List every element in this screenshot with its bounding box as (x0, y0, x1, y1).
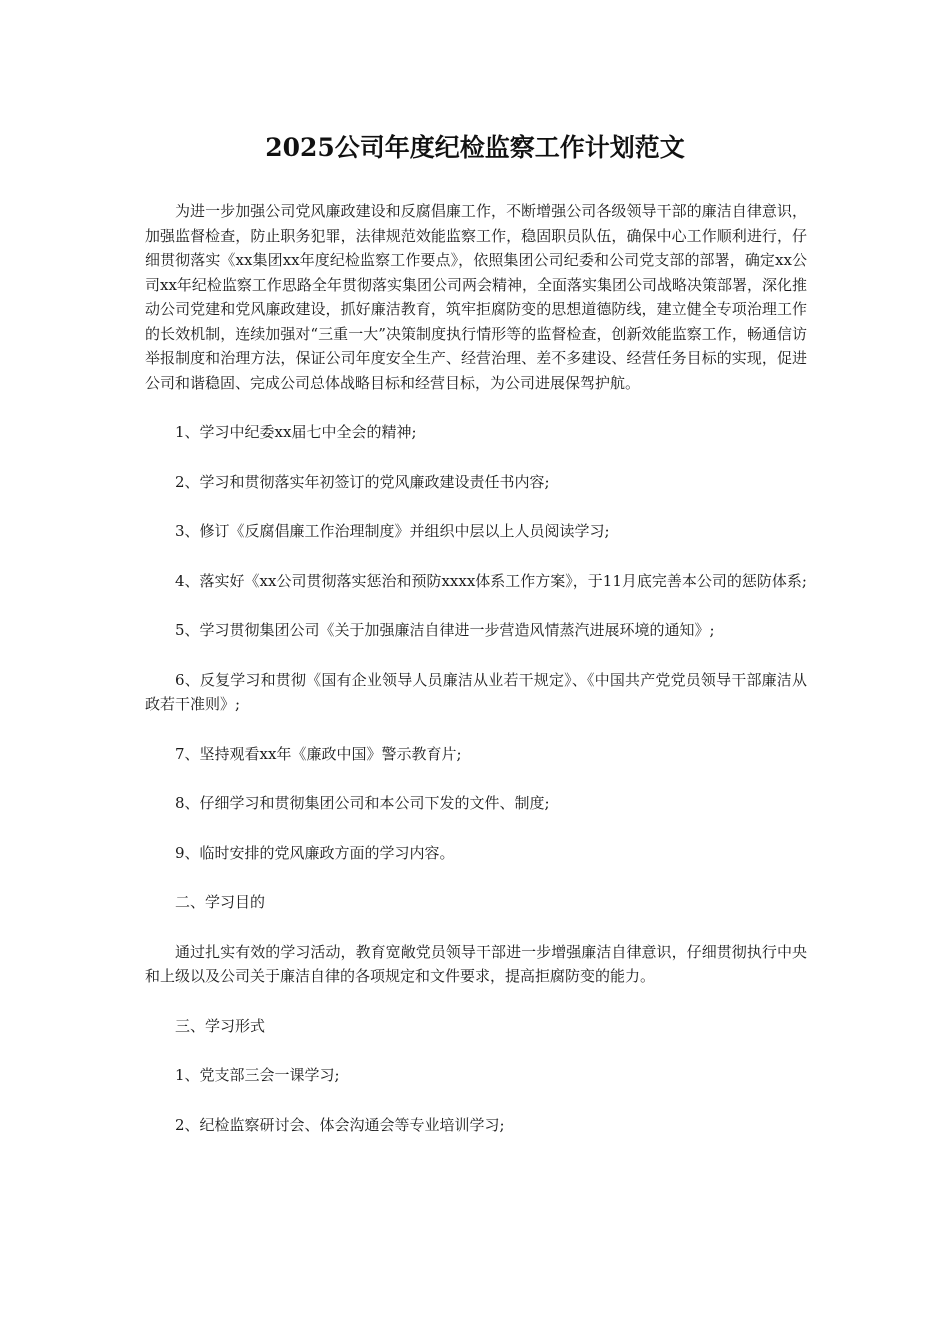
form-item-1: 1、党支部三会一课学习; (175, 1066, 340, 1084)
study-item-8: 8、仔细学习和贯彻集团公司和本公司下发的文件、制度; (175, 794, 550, 812)
form-item-2: 2、纪检监察研讨会、体会沟通会等专业培训学习; (175, 1115, 505, 1134)
intro-paragraph: 为进一步加强公司党风廉政建设和反腐倡廉工作，不断增强公司各级领导干部的廉洁自律意识，加强监督检查，防止职务犯罪，法律规范效能监察工作，稳固职员队伍，确保中心工作顺利进行，仔细贯彻落实《xx集团xx年度纪检监察工作要点》，依照集团公司纪委和公司党支部的部署，确定xx公司xx年纪检监察工作思路全年贯彻落实集团公司两会精神，全面落实集团公司战略决策部署，深化推动公司党建和党风廉政建设，抓好廉洁教育，筑牢拒腐防变的思想道德防线，建立健全专项治理工作的长效机制，连续加强对“三重一大”决策制度执行情形等的监督检查，创新效能监察工作，畅通信访举报制度和治理方法，保证公司年度安全生产、经营治理、差不多建设、经营任务目标的实现，促进公司和谐稳固、完成公司总体战略目标和经营目标，为公司进展保驾护航。 (145, 202, 807, 392)
document-title: 2025公司年度纪检监察工作计划范文 (265, 133, 685, 162)
study-item-6: 6、反复学习和贯彻《国有企业领导人员廉洁从业若干规定》、《中国共产党党员领导干部廉洁从政若干准则》; (145, 670, 807, 713)
study-item-5: 5、学习贯彻集团公司《关于加强廉洁自律进一步营造风情蒸汽进展环境的通知》; (175, 621, 715, 639)
study-item-3: 3、修订《反腐倡廉工作治理制度》并组织中层以上人员阅读学习; (175, 522, 610, 540)
study-item-2: 2、学习和贯彻落实年初签订的党风廉政建设责任书内容; (175, 472, 550, 491)
section-heading-purpose: 二、学习目的 (175, 893, 266, 911)
study-item-1: 1、学习中纪委xx届七中全会的精神; (175, 423, 417, 441)
study-item-7: 7、坚持观看xx年《廉政中国》警示教育片; (175, 744, 462, 763)
study-item-4: 4、落实好《xx公司贯彻落实惩治和预防xxxx体系工作方案》，于11月底完善本公司的惩防体系; (175, 571, 807, 590)
study-item-9: 9、临时安排的党风廉政方面的学习内容。 (175, 843, 455, 862)
purpose-paragraph: 通过扎实有效的学习活动，教育宽敞党员领导干部进一步增强廉洁自律意识，仔细贯彻执行中央和上级以及公司关于廉洁自律的各项规定和文件要求，提高拒腐防变的能力。 (145, 942, 807, 985)
section-heading-form: 三、学习形式 (175, 1016, 266, 1035)
document-body (145, 199, 807, 1137)
